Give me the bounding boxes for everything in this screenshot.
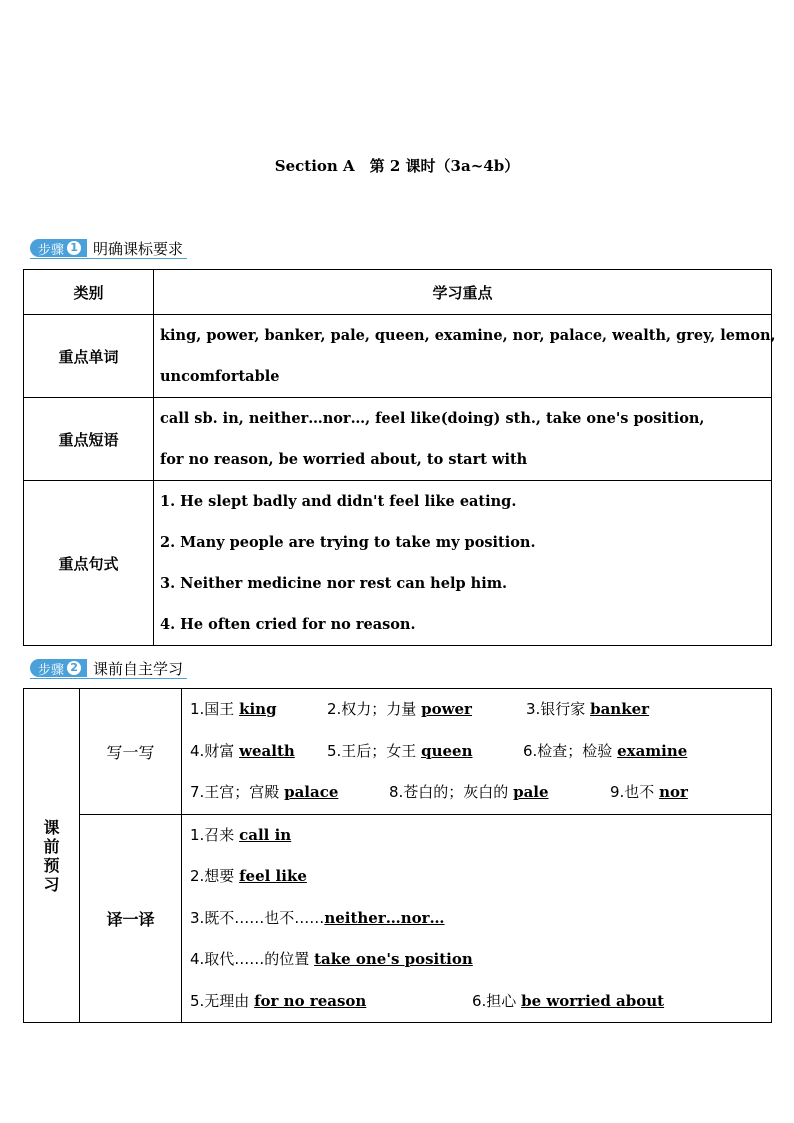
item-prompt: 3.银行家 xyxy=(526,700,586,718)
write-items xyxy=(182,689,772,815)
table-row xyxy=(24,398,772,481)
step-2-number: 2 xyxy=(67,661,81,675)
write-line xyxy=(190,772,771,814)
write-item xyxy=(389,772,549,814)
section-label: 课前预习 xyxy=(43,817,60,894)
translate-item xyxy=(190,898,445,940)
header-category: 类别 xyxy=(24,270,154,315)
item-prompt: 5.王后；女王 xyxy=(327,741,417,760)
item-prompt: 2.权力；力量 xyxy=(327,700,417,718)
item-answer: neither…nor… xyxy=(324,908,445,927)
content-line: 1. He slept badly and didn't feel like eating. xyxy=(160,493,517,510)
item-prompt: 4.财富 xyxy=(190,741,235,760)
translate-line xyxy=(190,815,771,857)
preview-table xyxy=(23,688,772,1023)
content-line: 2. Many people are trying to take my position. xyxy=(160,534,536,551)
translate-item xyxy=(190,981,366,1023)
item-answer: king xyxy=(239,700,277,718)
translate-line xyxy=(190,939,771,981)
content-line: 4. He often cried for no reason. xyxy=(160,616,416,633)
item-answer: take one's position xyxy=(314,950,473,968)
item-answer: pale xyxy=(513,783,549,801)
row-content xyxy=(154,398,772,481)
item-answer: palace xyxy=(284,783,339,801)
write-item xyxy=(190,689,277,731)
write-line xyxy=(190,689,771,731)
content-line: uncomfortable xyxy=(160,368,280,385)
item-prompt: 1.召来 xyxy=(190,825,235,844)
section-label-cell xyxy=(24,689,80,1023)
header-focus: 学习重点 xyxy=(154,270,772,315)
item-prompt: 6.担心 xyxy=(472,991,517,1010)
write-label: 写一写 xyxy=(80,689,182,815)
item-prompt: 6.检查；检验 xyxy=(523,741,613,760)
translate-item xyxy=(472,981,664,1023)
step-1-title: 明确课标要求 xyxy=(93,239,184,258)
item-answer: banker xyxy=(590,700,650,718)
content-line: for no reason, be worried about, to start with xyxy=(160,451,528,468)
item-answer: call in xyxy=(239,825,292,844)
item-prompt: 2.想要 xyxy=(190,867,235,885)
item-answer: power xyxy=(421,700,472,718)
step-1-badge-label: 步骤 xyxy=(38,242,65,258)
item-answer: be worried about xyxy=(521,991,665,1010)
write-item xyxy=(327,731,472,773)
write-row xyxy=(24,689,772,815)
item-prompt: 5.无理由 xyxy=(190,991,250,1010)
translate-item xyxy=(190,856,307,898)
step-1-badge xyxy=(30,239,87,257)
content-line: 3. Neither medicine nor rest can help him. xyxy=(160,575,508,592)
row-content xyxy=(154,315,776,398)
step-1-header xyxy=(30,238,187,259)
key-points-table xyxy=(23,269,776,646)
write-item xyxy=(526,689,649,731)
write-item xyxy=(190,772,338,814)
item-prompt: 7.王宫；宫殿 xyxy=(190,783,280,801)
page-title: Section A 第 2 课时（3a~4b） xyxy=(274,157,520,175)
item-prompt: 8.苍白的；灰白的 xyxy=(389,783,509,801)
step-2-badge-label: 步骤 xyxy=(38,662,65,678)
translate-label: 译一译 xyxy=(80,814,182,1023)
item-answer: wealth xyxy=(239,741,295,760)
table-row xyxy=(24,481,772,646)
translate-row xyxy=(24,814,772,1023)
translate-item xyxy=(190,815,291,857)
write-line xyxy=(190,731,771,773)
write-item xyxy=(610,772,688,814)
row-category: 重点句式 xyxy=(24,481,154,646)
item-prompt: 1.国王 xyxy=(190,700,235,718)
item-prompt: 3.既不……也不…… xyxy=(190,908,325,927)
item-answer: queen xyxy=(421,741,473,760)
step-2-badge xyxy=(30,659,87,677)
write-item xyxy=(523,731,687,773)
row-category: 重点短语 xyxy=(24,398,154,481)
table-header-row xyxy=(24,270,772,315)
step-1-number: 1 xyxy=(67,241,81,255)
translate-item xyxy=(190,939,473,981)
translate-line xyxy=(190,898,771,940)
table-row xyxy=(24,315,772,398)
content-line: king, power, banker, pale, queen, examine, nor, palace, wealth, grey, lemon, xyxy=(160,327,776,344)
item-prompt: 4.取代……的位置 xyxy=(190,950,310,968)
translate-line xyxy=(190,981,771,1023)
content-line: call sb. in, neither…nor…, feel like(doing) sth., take one's position, xyxy=(160,410,705,427)
write-item xyxy=(327,689,472,731)
row-content xyxy=(154,481,772,646)
row-category: 重点单词 xyxy=(24,315,154,398)
write-item xyxy=(190,731,295,773)
item-answer: for no reason xyxy=(254,991,367,1010)
step-2-title: 课前自主学习 xyxy=(93,659,184,678)
step-2-header xyxy=(30,658,187,679)
translate-items xyxy=(182,814,772,1023)
item-answer: examine xyxy=(617,741,688,760)
translate-line xyxy=(190,856,771,898)
item-prompt: 9.也不 xyxy=(610,783,655,801)
item-answer: nor xyxy=(659,783,688,801)
item-answer: feel like xyxy=(239,867,307,885)
